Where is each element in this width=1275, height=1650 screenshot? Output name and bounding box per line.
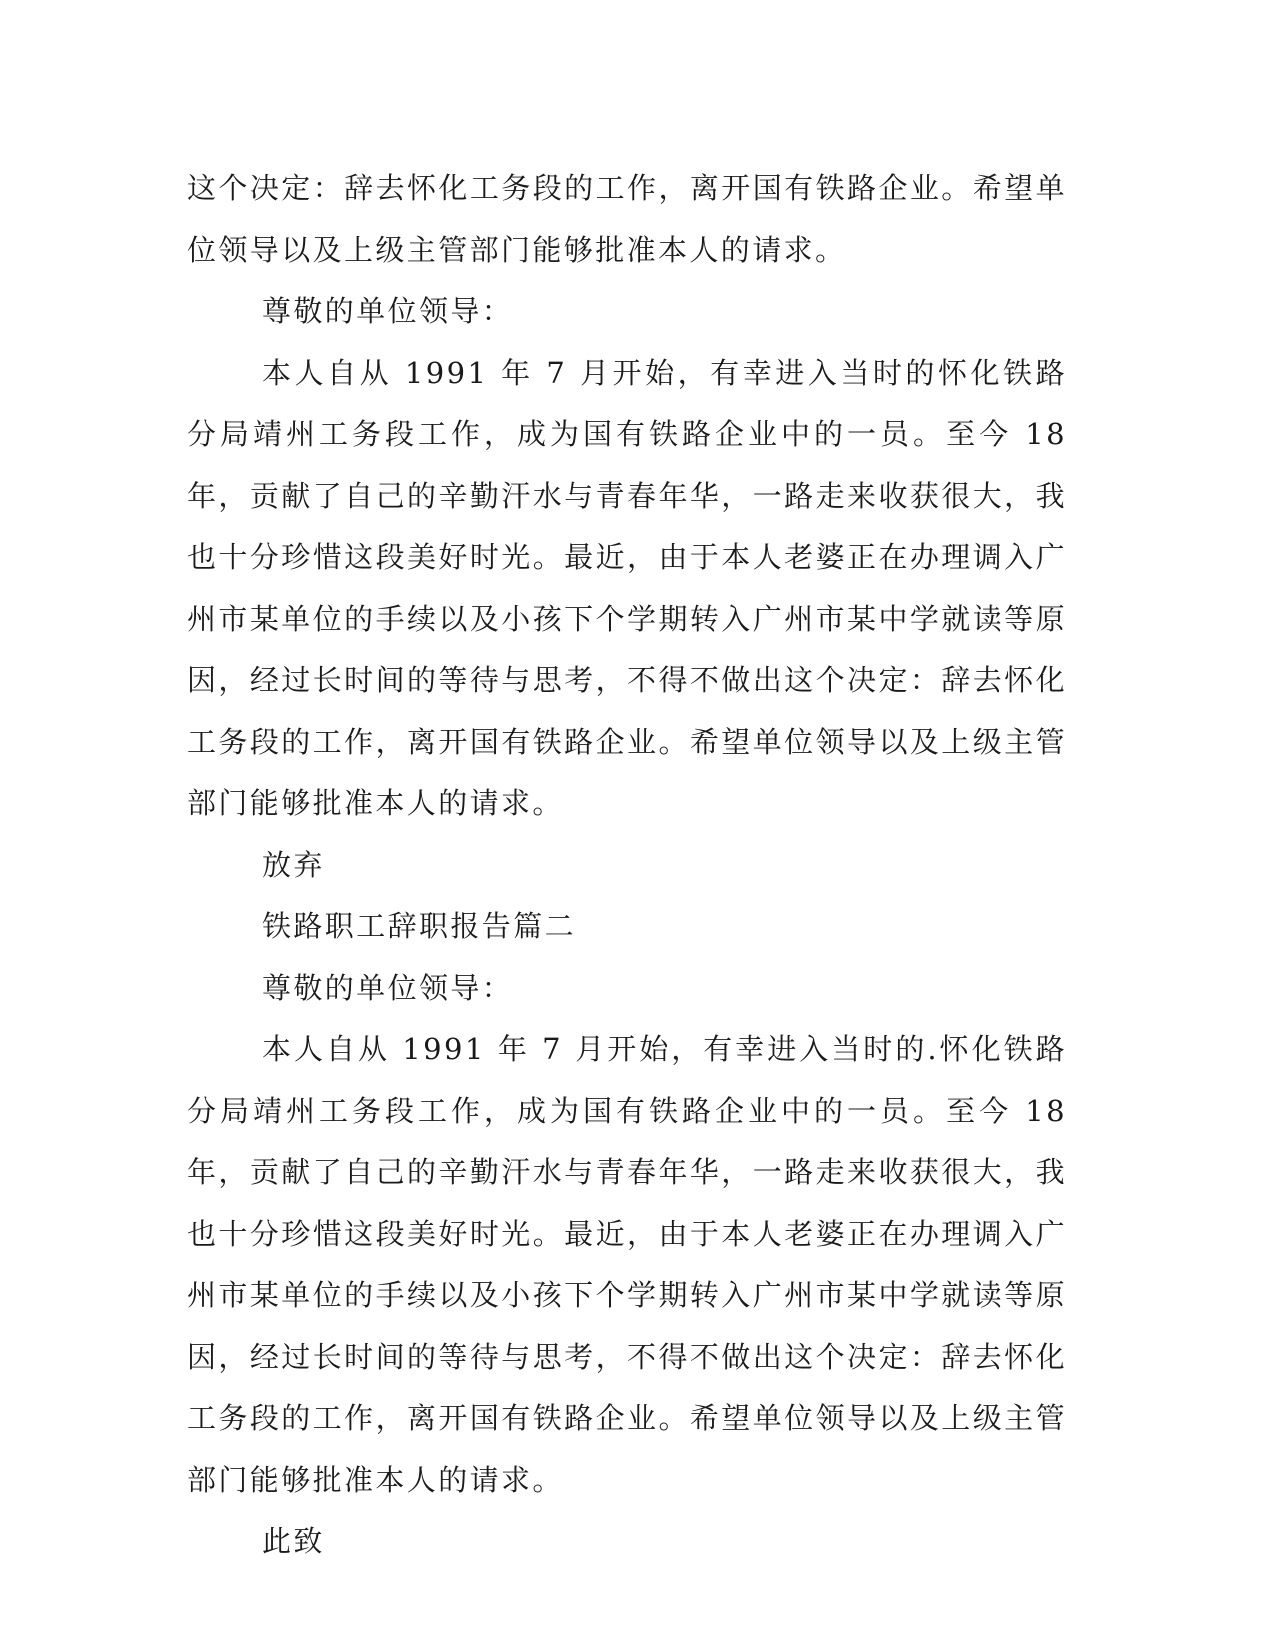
salutation: 尊敬的单位领导： (262, 970, 514, 1005)
section-heading: 铁路职工辞职报告篇二 (262, 909, 577, 943)
body-paragraph: 本人自从 1991 年 7 月开始，有幸进入当时的怀化铁路分局靖州工务段工作，成为国有铁路企业中的一员。至今 18 年，贡献了自己的辛勤汗水与青春年华，一路走来收获很大，我也十分珍惜这段美好时光。最近，由于本人老婆正在办理调入广州市某单位的手续以及小孩下个学期转入广州市某中学就读等原因，经过长时间的等待与思考，不得不做出这个决定：辞去怀化工务段的工作，离开国有铁路企业。希望单位领导以及上级主管部门能够批准本人的请求。 (187, 355, 1067, 820)
salutation: 尊敬的单位领导： (262, 294, 514, 328)
short-line: 放弃 (262, 847, 325, 882)
body-paragraph: 本人自从 1991 年 7 月开始，有幸进入当时的.怀化铁路分局靖州工务段工作，成为国有铁路企业中的一员。至今 18 年，贡献了自己的辛勤汗水与青春年华，一路走来收获很大，我也十分珍惜这段美好时光。最近，由于本人老婆正在办理调入广州市某单位的手续以及小孩下个学期转入广州市某中学就读等原因，经过长时间的等待与思考，不得不做出这个决定：辞去怀化工务段的工作，离开国有铁路企业。希望单位领导以及上级主管部门能够批准本人的请求。 (187, 1032, 1067, 1497)
closing: 此致 (262, 1524, 325, 1558)
paragraph-continuation: 这个决定：辞去怀化工务段的工作，离开国有铁路企业。希望单位领导以及上级主管部门能够批准本人的请求。 (187, 171, 1067, 267)
document-body (187, 158, 1067, 1573)
